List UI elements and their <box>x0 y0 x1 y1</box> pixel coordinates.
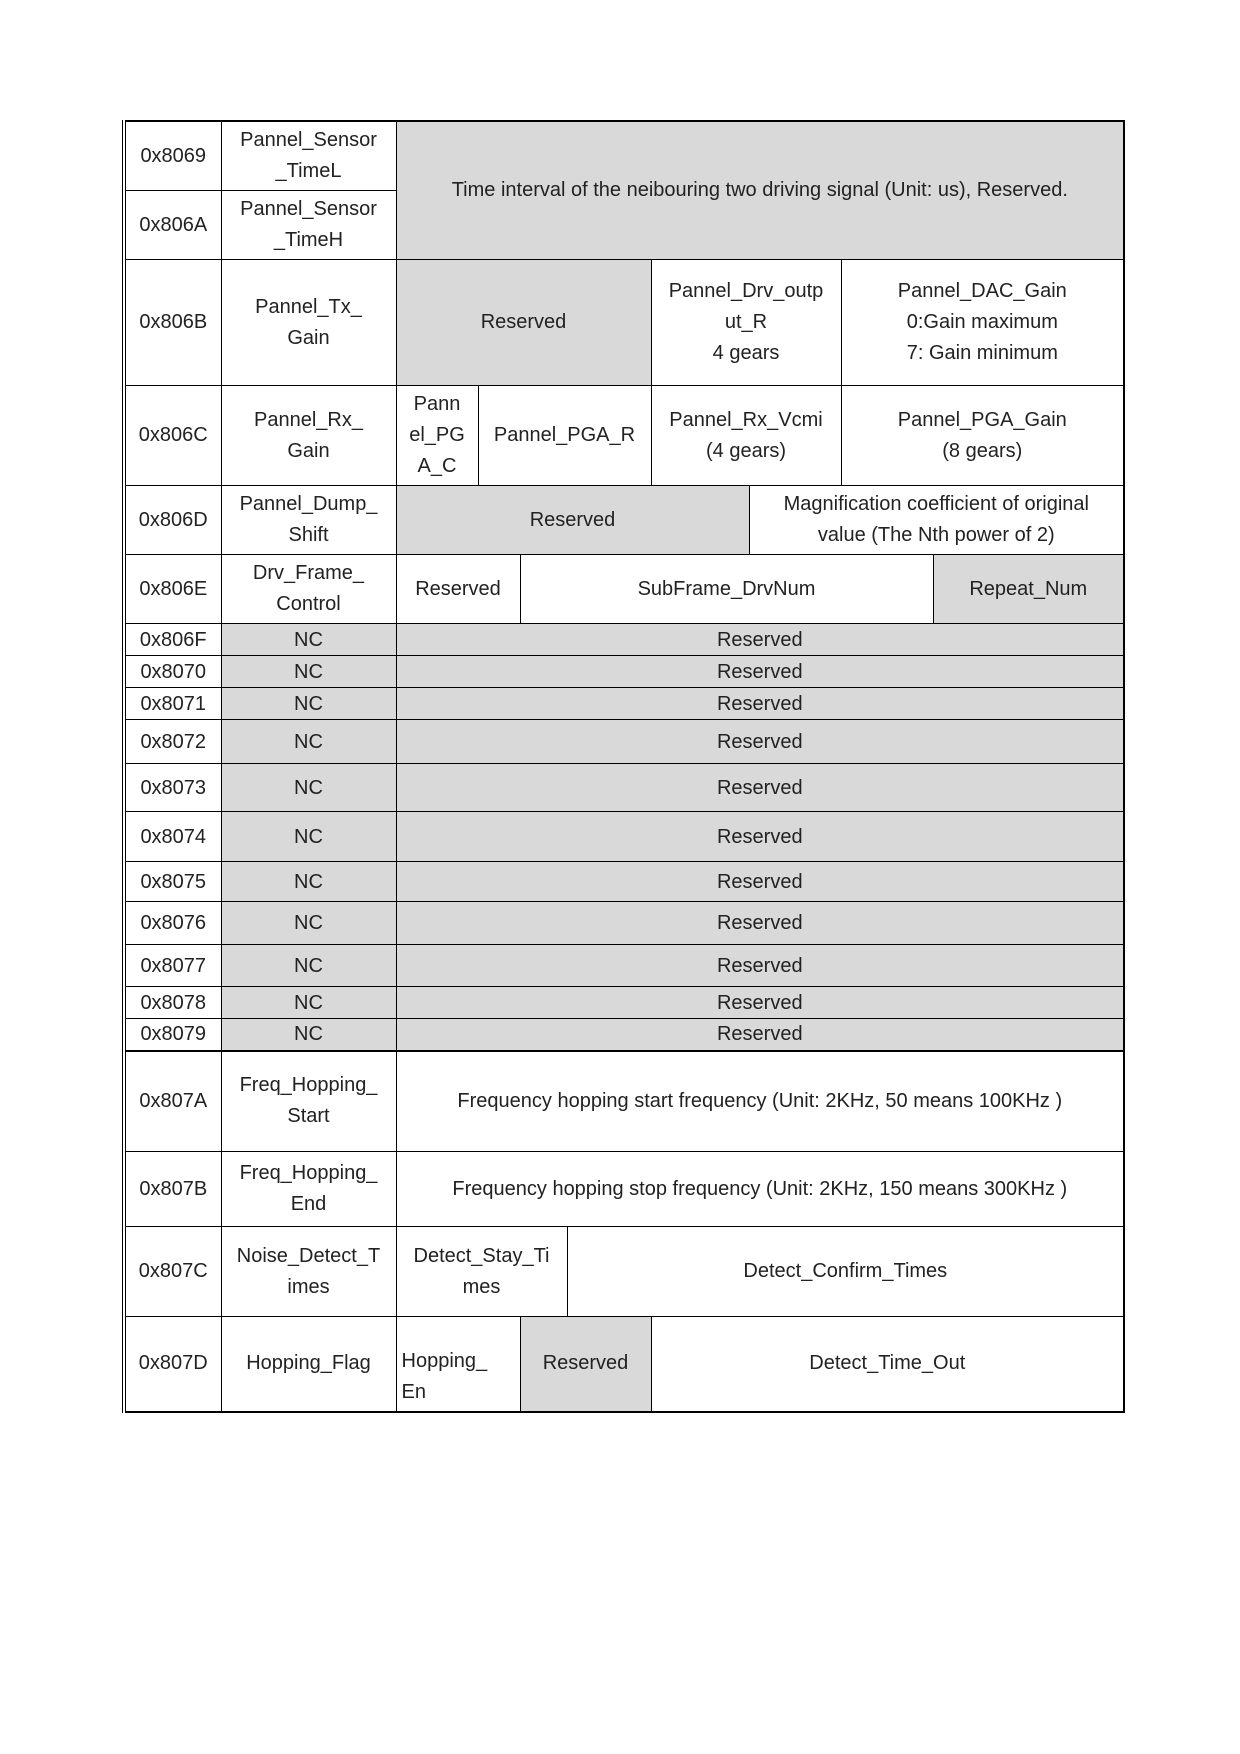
register-description: Reserved <box>396 812 1124 862</box>
table-row <box>124 1152 1124 1227</box>
register-description: Reserved <box>396 624 1124 656</box>
bit-field-subframe-drvnum: SubFrame_DrvNum <box>520 555 933 624</box>
register-name: Pannel_Sensor _TimeL <box>221 121 396 191</box>
register-address: 0x806E <box>124 555 221 624</box>
register-name: Freq_Hopping_ Start <box>221 1051 396 1152</box>
register-name: Freq_Hopping_ End <box>221 1152 396 1227</box>
table-row <box>124 812 1124 862</box>
register-address: 0x8079 <box>124 1019 221 1051</box>
register-description: Frequency hopping stop frequency (Unit: 2KHz, 150 means 300KHz ) <box>396 1152 1124 1227</box>
register-address: 0x807A <box>124 1051 221 1152</box>
bit-field-reserved: Reserved <box>396 486 749 555</box>
register-name: Pannel_Dump_ Shift <box>221 486 396 555</box>
register-name: NC <box>221 862 396 902</box>
table-row <box>124 260 1124 386</box>
register-name: Noise_Detect_T imes <box>221 1227 396 1317</box>
register-address: 0x807D <box>124 1317 221 1412</box>
bit-field-drv-output-r: Pannel_Drv_outp ut_R 4 gears <box>651 260 841 386</box>
register-description: Frequency hopping start frequency (Unit: 2KHz, 50 means 100KHz ) <box>396 1051 1124 1152</box>
register-address: 0x8071 <box>124 688 221 720</box>
register-address: 0x8072 <box>124 720 221 764</box>
bit-field-reserved: Reserved <box>520 1317 651 1412</box>
register-description: Reserved <box>396 764 1124 812</box>
register-address: 0x8073 <box>124 764 221 812</box>
table-row <box>124 386 1124 486</box>
register-description: Reserved <box>396 862 1124 902</box>
register-name: NC <box>221 987 396 1019</box>
table-row <box>124 624 1124 656</box>
register-description: Time interval of the neibouring two driving signal (Unit: us), Reserved. <box>396 121 1124 260</box>
register-description: Reserved <box>396 656 1124 688</box>
register-name: NC <box>221 945 396 987</box>
bit-field-hopping-en: Hopping_ En <box>396 1317 520 1412</box>
register-name: NC <box>221 656 396 688</box>
bit-field-magnification: Magnification coefficient of original value (The Nth power of 2) <box>749 486 1124 555</box>
table-row <box>124 902 1124 945</box>
bit-field-pga-gain: Pannel_PGA_Gain (8 gears) <box>841 386 1124 486</box>
register-name: Pannel_Tx_ Gain <box>221 260 396 386</box>
register-name: Drv_Frame_ Control <box>221 555 396 624</box>
register-address: 0x807B <box>124 1152 221 1227</box>
register-address: 0x807C <box>124 1227 221 1317</box>
register-description: Reserved <box>396 902 1124 945</box>
register-address: 0x8075 <box>124 862 221 902</box>
register-address: 0x8076 <box>124 902 221 945</box>
register-address: 0x8078 <box>124 987 221 1019</box>
bit-field-detect-stay-times: Detect_Stay_Ti mes <box>396 1227 567 1317</box>
register-address: 0x806A <box>124 191 221 260</box>
register-name: NC <box>221 812 396 862</box>
register-address: 0x8069 <box>124 121 221 191</box>
register-name: NC <box>221 688 396 720</box>
table-row <box>124 121 1124 191</box>
register-description: Reserved <box>396 945 1124 987</box>
bit-field-rx-vcmi: Pannel_Rx_Vcmi (4 gears) <box>651 386 841 486</box>
register-name: NC <box>221 764 396 812</box>
table-row <box>124 764 1124 812</box>
table-row <box>124 1227 1124 1317</box>
register-name: Hopping_Flag <box>221 1317 396 1412</box>
bit-field-pga-c: Pann el_PG A_C <box>396 386 478 486</box>
table-row <box>124 1051 1124 1152</box>
table-row <box>124 862 1124 902</box>
register-name: Pannel_Rx_ Gain <box>221 386 396 486</box>
bit-field-reserved: Reserved <box>396 260 651 386</box>
bit-field-pga-r: Pannel_PGA_R <box>478 386 651 486</box>
table-row <box>124 688 1124 720</box>
register-address: 0x806F <box>124 624 221 656</box>
bit-field-reserved: Reserved <box>396 555 520 624</box>
table-row <box>124 945 1124 987</box>
register-description: Reserved <box>396 720 1124 764</box>
register-name: NC <box>221 902 396 945</box>
table-row <box>124 555 1124 624</box>
register-name: NC <box>221 720 396 764</box>
register-address: 0x8074 <box>124 812 221 862</box>
register-description: Reserved <box>396 987 1124 1019</box>
table-row <box>124 486 1124 555</box>
bit-field-detect-confirm-times: Detect_Confirm_Times <box>567 1227 1124 1317</box>
bit-field-dac-gain: Pannel_DAC_Gain 0:Gain maximum 7: Gain minimum <box>841 260 1124 386</box>
table-row <box>124 1317 1124 1412</box>
table-row <box>124 1019 1124 1051</box>
bit-field-detect-time-out: Detect_Time_Out <box>651 1317 1124 1412</box>
register-name: Pannel_Sensor _TimeH <box>221 191 396 260</box>
bit-field-repeat-num: Repeat_Num <box>933 555 1124 624</box>
register-address: 0x806C <box>124 386 221 486</box>
register-table <box>122 120 1125 1413</box>
table-row <box>124 987 1124 1019</box>
register-description: Reserved <box>396 1019 1124 1051</box>
register-address: 0x8070 <box>124 656 221 688</box>
register-address: 0x806B <box>124 260 221 386</box>
register-address: 0x806D <box>124 486 221 555</box>
table-row <box>124 720 1124 764</box>
register-name: NC <box>221 624 396 656</box>
table-row <box>124 656 1124 688</box>
register-description: Reserved <box>396 688 1124 720</box>
register-address: 0x8077 <box>124 945 221 987</box>
register-name: NC <box>221 1019 396 1051</box>
